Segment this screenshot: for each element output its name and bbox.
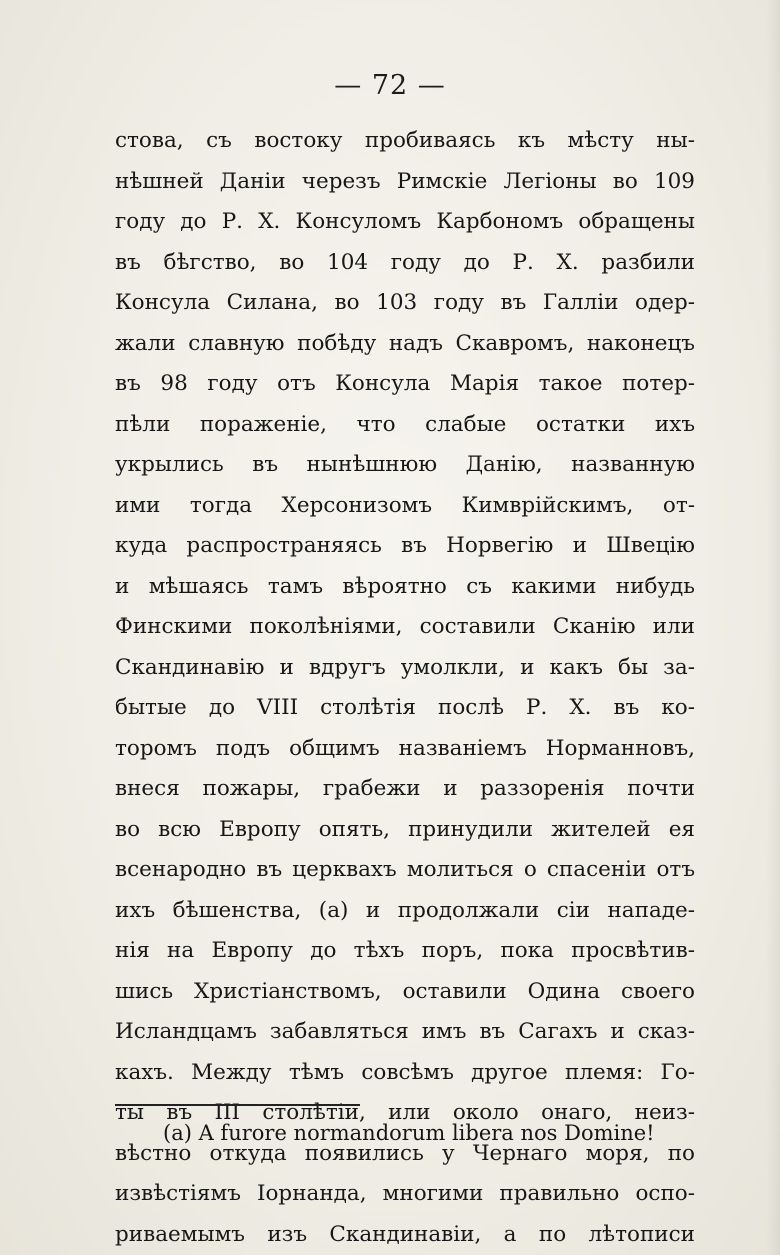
footnote: (а) A furore normandorum libera nos Domine!	[163, 1121, 655, 1145]
text-line: въ бѣгство, во 104 году до Р. Х. разбили	[115, 249, 695, 275]
text-line: вѣстно откуда появились у Чернаго моря, по	[115, 1140, 695, 1166]
page-number: — 72 —	[334, 70, 446, 101]
text-line: ими тогда Херсонизомъ Кимврійскимъ, от-	[115, 492, 695, 518]
text-line: внеся пожары, грабежи и раззоренія почти	[115, 776, 695, 801]
text-line: бытые до VIII столѣтія послѣ Р. Х. въ ко-	[115, 695, 695, 720]
text-line: извѣстіямъ Іорнанда, многими правильно оспо-	[115, 1181, 695, 1206]
text-line: риваемымъ изъ Скандинавіи, а по лѣтописи	[115, 1221, 695, 1247]
text-line: Исландцамъ забавляться имъ въ Сагахъ и сказ-	[115, 1019, 695, 1044]
text-line: всенародно въ церквахъ молиться о спасеніи отъ	[115, 857, 695, 882]
page-edge-shadow	[766, 0, 780, 1255]
text-line: ты въ III столѣтіи, или около онаго, неиз-	[115, 1100, 695, 1125]
footnote-divider	[115, 1104, 360, 1106]
text-line: и мѣшаясь тамъ вѣроятно съ какими нибудь	[115, 573, 695, 599]
text-line: Финскими поколѣніями, составили Сканію или	[115, 614, 695, 639]
text-line: Скандинавію и вдругъ умолкли, и какъ бы за-	[115, 654, 695, 680]
text-line: шись Христіанствомъ, оставили Одина своего	[115, 978, 695, 1004]
text-line: куда распространяясь въ Норвегію и Швецію	[115, 533, 695, 558]
text-line: стова, съ востоку пробиваясь къ мѣсту ны-	[115, 128, 695, 153]
text-line: Консула Силана, во 103 году въ Галліи одер-	[115, 290, 695, 315]
text-line: году до Р. Х. Консуломъ Карбономъ обращены	[115, 209, 695, 234]
text-line: нія на Европу до тѣхъ поръ, пока просвѣтив-	[115, 938, 695, 963]
text-line: укрылись въ нынѣшнюю Данію, названную	[115, 452, 695, 477]
text-line: жали славную побѣду надъ Скавромъ, наконецъ	[115, 330, 695, 356]
text-line: ихъ бѣшенства, (а) и продолжали сіи нападе-	[115, 897, 695, 923]
body-text	[115, 121, 695, 1255]
text-line: нѣшней Даніи черезъ Римскіе Легіоны во 109	[115, 168, 695, 194]
text-line: во всю Европу опять, принудили жителей ея	[115, 816, 695, 842]
text-line: въ 98 году отъ Консула Марія такое потер-	[115, 371, 695, 396]
text-line: кахъ. Между тѣмъ совсѣмъ другое племя: Го-	[115, 1059, 695, 1085]
text-line: пѣли пораженіе, что слабые остатки ихъ	[115, 411, 695, 437]
text-line: торомъ подъ общимъ названіемъ Норманновъ,	[115, 735, 695, 761]
